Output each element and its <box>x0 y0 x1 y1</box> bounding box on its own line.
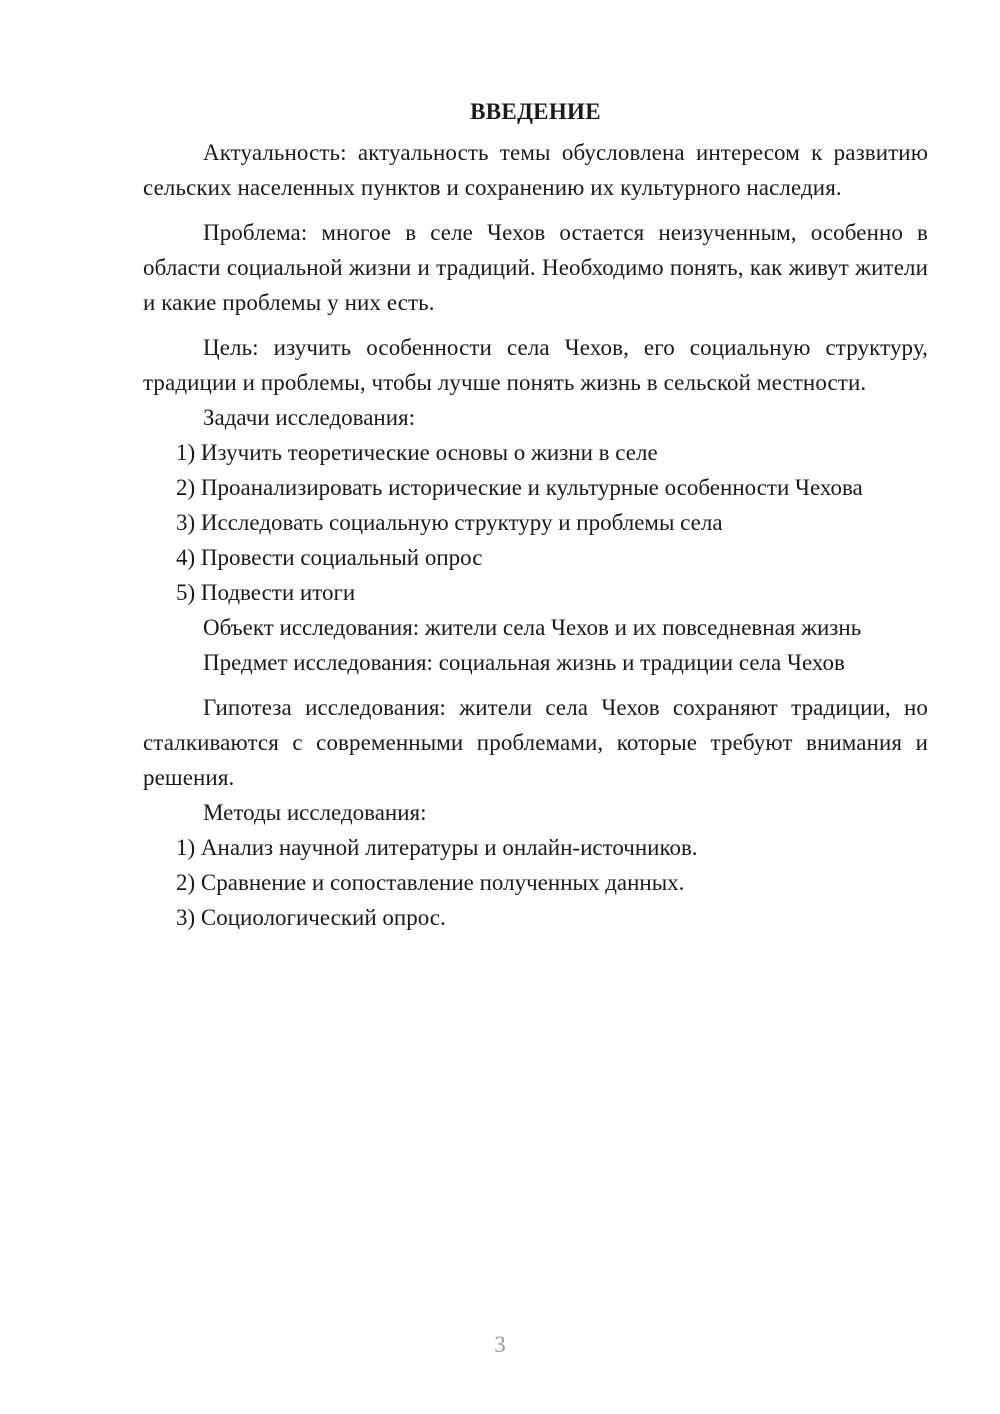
task-item: 2) Проанализировать исторические и культурные особенности Чехова <box>176 475 863 500</box>
tasks-list <box>143 435 928 610</box>
task-item: 4) Провести социальный опрос <box>176 545 483 570</box>
method-item: 3) Социологический опрос. <box>176 905 446 930</box>
subject-paragraph: Предмет исследования: социальная жизнь и традиции села Чехов <box>203 650 845 675</box>
document-page <box>143 94 928 935</box>
tasks-heading: Задачи исследования: <box>203 405 416 430</box>
section-title: ВВЕДЕНИЕ <box>470 99 601 124</box>
task-item: 5) Подвести итоги <box>176 580 356 605</box>
hypothesis-paragraph: Гипотеза исследования: жители села Чехов сохраняют традиции, но сталкиваются с современными проблемами, которые требуют внимания и решения. <box>143 695 928 790</box>
task-item: 3) Исследовать социальную структуру и проблемы села <box>176 510 723 535</box>
problem-paragraph: Проблема: многое в селе Чехов остается неизученным, особенно в области социальной жизни и традиций. Необходимо понять, как живут жители и какие проблемы у них есть. <box>143 220 928 315</box>
object-paragraph: Объект исследования: жители села Чехов и их повседневная жизнь <box>203 615 862 640</box>
relevance-paragraph: Актуальность: актуальность темы обусловлена интересом к развитию сельских населенных пунктов и сохранению их культурного наследия. <box>143 140 928 200</box>
task-item: 1) Изучить теоретические основы о жизни в селе <box>176 440 658 465</box>
methods-heading: Методы исследования: <box>203 800 427 825</box>
methods-list <box>143 830 928 935</box>
method-item: 2) Сравнение и сопоставление полученных данных. <box>176 870 685 895</box>
method-item: 1) Анализ научной литературы и онлайн-источников. <box>176 835 698 860</box>
goal-paragraph: Цель: изучить особенности села Чехов, его социальную структуру, традиции и проблемы, чтобы лучше понять жизнь в сельской местности. <box>143 335 928 395</box>
page-number: 3 <box>494 1332 506 1357</box>
